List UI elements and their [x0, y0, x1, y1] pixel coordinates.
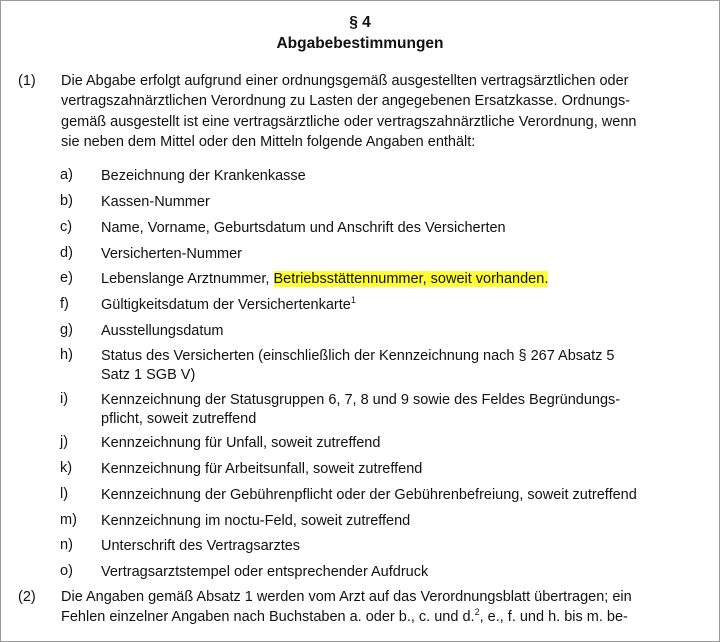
item-text-l: Kennzeichnung der Gebührenpflicht oder der Gebührenbefreiung, soweit zutreffend [101, 487, 637, 503]
section-title: Abgabebestimmungen [276, 35, 444, 52]
item-text-j: Kennzeichnung für Unfall, soweit zutreffend [101, 435, 381, 451]
item-letter-e: e) [60, 270, 73, 286]
item-letter-a: a) [60, 167, 73, 183]
item-letter-o: o) [60, 563, 73, 579]
item-text-e [101, 270, 701, 289]
item-text-k: Kennzeichnung für Arbeitsunfall, soweit zutreffend [101, 461, 423, 477]
item-letter-l: l) [60, 486, 69, 502]
item-text-o: Vertragsarztstempel oder entsprechender Aufdruck [101, 564, 429, 580]
item-letter-d: d) [60, 245, 73, 261]
item-letter-n: n) [60, 537, 73, 553]
paragraph-text-1: Die Abgabe erfolgt aufgrund einer ordnungsgemäß ausgestellten vertragsärztlichen oder vertragszahnärztlichen Verordnung zu Lasten der angegebenen Ersatzkasse. Ordnungs- gemäß ausgestellt ist eine vertragsärztliche oder vertragszahnärztliche Verordnung, wenn sie neben dem Mittel oder den Mitteln folgende Angaben enthält: [61, 73, 637, 151]
item-letter-g: g) [60, 322, 73, 338]
item-text-e-plain: Lebenslange Arztnummer, [101, 271, 274, 287]
item-text-g: Ausstellungsdatum [101, 323, 224, 339]
item-text-f-plain: Gültigkeitsdatum der Versichertenkarte [101, 297, 351, 313]
item-letter-m: m) [60, 512, 77, 528]
paragraph-text-2-end: , e., f. und h. bis m. be- [479, 609, 628, 626]
item-text-h: Status des Versicherten (einschließlich der Kennzeichnung nach § 267 Absatz 5 Satz 1 SGB V) [101, 348, 615, 383]
item-letter-f: f) [60, 296, 69, 312]
item-text-i: Kennzeichnung der Statusgruppen 6, 7, 8 und 9 sowie des Feldes Begründungs- pflicht, soweit zutreffend [101, 392, 621, 427]
item-letter-c: c) [60, 219, 73, 235]
item-letter-h: h) [60, 347, 73, 363]
item-text-f [101, 296, 701, 315]
item-letter-b: b) [60, 193, 73, 209]
highlighted-text: Betriebsstättennummer, soweit vorhanden. [273, 271, 549, 287]
item-letter-j: j) [60, 434, 69, 450]
paragraph-text-2 [61, 587, 701, 628]
item-text-c: Name, Vorname, Geburtsdatum und Anschrift des Versicherten [101, 220, 506, 236]
item-text-b: Kassen-Nummer [101, 194, 210, 210]
item-text-m: Kennzeichnung im noctu-Feld, soweit zutreffend [101, 513, 411, 529]
item-letter-i: i) [60, 391, 69, 407]
item-letter-k: k) [60, 460, 73, 476]
paragraph-number-2: (2) [18, 589, 36, 605]
item-text-d: Versicherten-Nummer [101, 246, 243, 262]
section-number: § 4 [349, 14, 371, 31]
paragraph-number-1: (1) [18, 73, 36, 89]
footnote-marker-2: 2 [474, 607, 480, 618]
item-text-n: Unterschrift des Vertragsarztes [101, 538, 301, 554]
paragraph-text-2-start: Die Angaben gemäß Absatz 1 werden vom Arzt auf das Verordnungsblatt übertragen; ein Fehlen einzelner Angaben nach Buchstaben a. oder b., c. und d. [61, 589, 632, 626]
item-text-a: Bezeichnung der Krankenkasse [101, 168, 306, 184]
footnote-marker-1: 1 [350, 295, 356, 306]
